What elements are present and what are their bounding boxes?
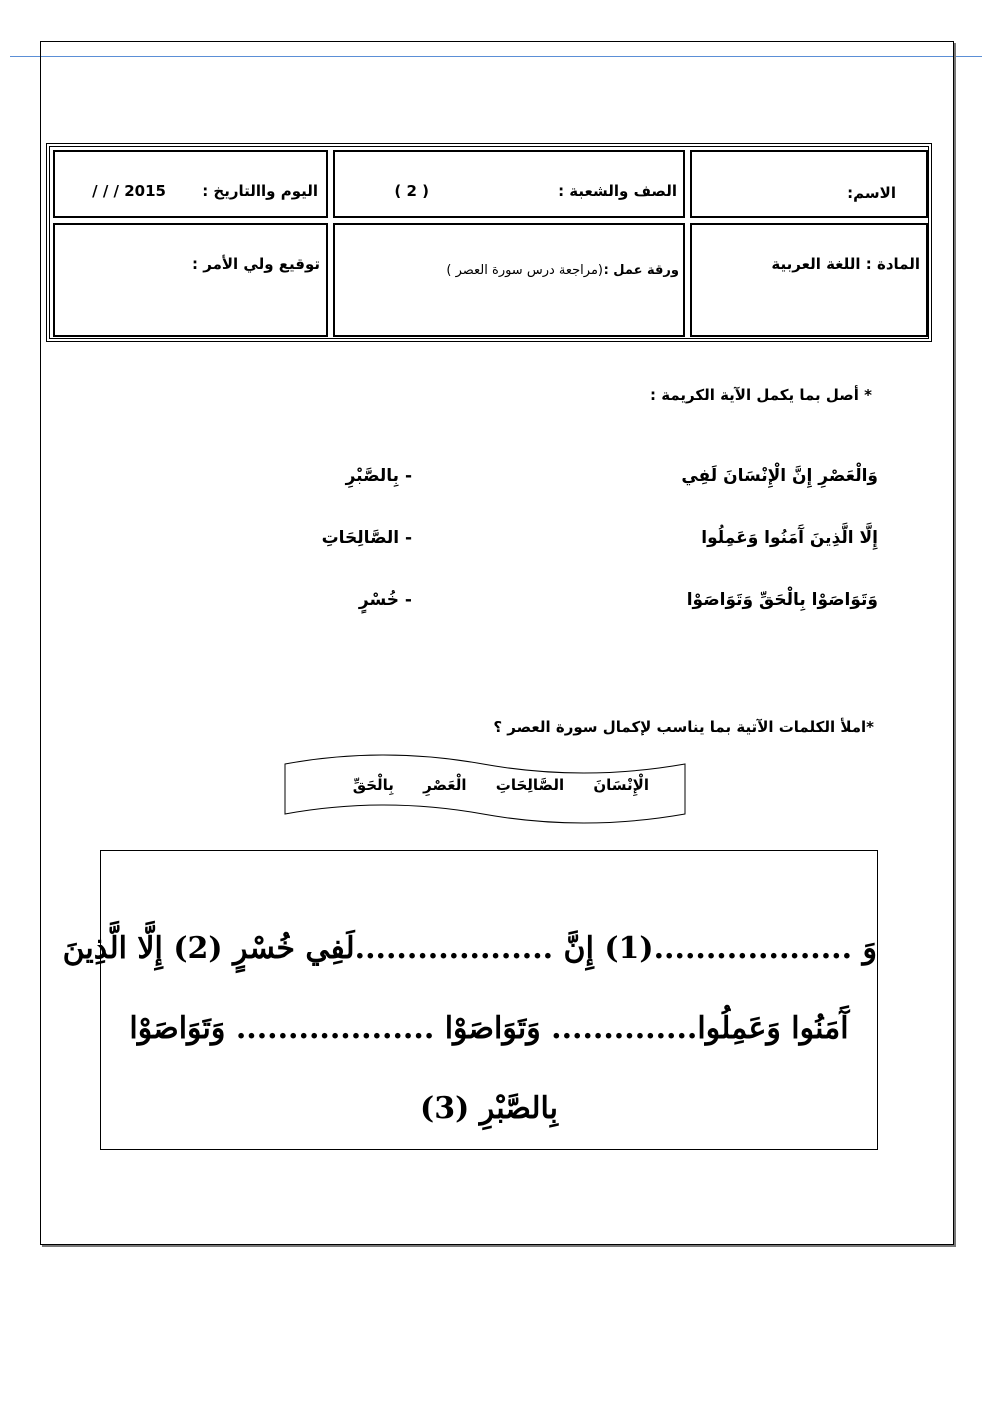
- fill-line-1[interactable]: وَ ...................(1) إِنَّ ...................لَفِي خُسْرٍ (2) إِلَّا الَّذِينَ: [62, 931, 877, 966]
- match-left-2: إِلَّا الَّذِينَ آَمَنُوا وَعَمِلُوا: [701, 528, 878, 548]
- question2-heading: *املأ الكلمات الآتية بما يناسب لإكمال سورة العصر ؟: [493, 718, 874, 736]
- class-cell[interactable]: [333, 150, 685, 218]
- date-value: / / / 2015: [92, 182, 166, 200]
- fill-line-3: بِالصَّبْرِ (3): [420, 1091, 558, 1126]
- date-label: اليوم واالتاريخ :: [202, 182, 318, 200]
- match-right-1: - بِالصَّبْرِ: [345, 466, 412, 486]
- match-right-2: - الصَّالِحَاتِ: [321, 528, 412, 548]
- header-table: [46, 143, 932, 342]
- match-left-3: وَتَوَاصَوْا بِالْحَقِّ وَتَوَاصَوْا: [686, 590, 878, 610]
- date-cell[interactable]: [53, 150, 328, 218]
- name-cell[interactable]: [690, 150, 928, 218]
- match-right-3: - خُسْرٍ: [358, 590, 412, 610]
- subject-cell: [690, 223, 928, 337]
- question1-heading: * أصل بما يكمل الآية الكريمة :: [650, 386, 872, 404]
- sheet-cell: [333, 223, 685, 337]
- word-bank-item: الصَّالِحَاتِ: [495, 776, 565, 794]
- class-value: ( 2 ): [394, 182, 429, 200]
- word-bank-item: الْعَصْرِ: [423, 776, 467, 794]
- guardian-signature-cell[interactable]: [53, 223, 328, 337]
- guardian-signature-label: توقيع ولي الأمر :: [192, 255, 320, 273]
- word-bank-item: بِالْحَقِّ: [352, 776, 394, 794]
- class-label: الصف والشعبة :: [558, 182, 677, 200]
- sheet-title: (مراجعة درس سورة العصر ): [446, 263, 603, 278]
- word-bank-words: [329, 776, 649, 794]
- fill-line-2[interactable]: آَمَنُوا وَعَمِلُوا.............. وَتَوَاصَوْا ................... وَتَوَاصَوْا: [129, 1011, 849, 1046]
- subject-label: المادة : اللغة العربية: [771, 255, 920, 273]
- word-bank-item: الْإِنْسَانَ: [593, 776, 649, 794]
- sheet-label: ورقة عمل :: [603, 263, 679, 278]
- fill-in-box: [62, 850, 878, 1150]
- name-label: الاسم:: [847, 184, 896, 202]
- word-bank: [283, 752, 687, 826]
- match-left-1: وَالْعَصْرِ إِنَّ الْإِنْسَانَ لَفِي: [681, 466, 878, 486]
